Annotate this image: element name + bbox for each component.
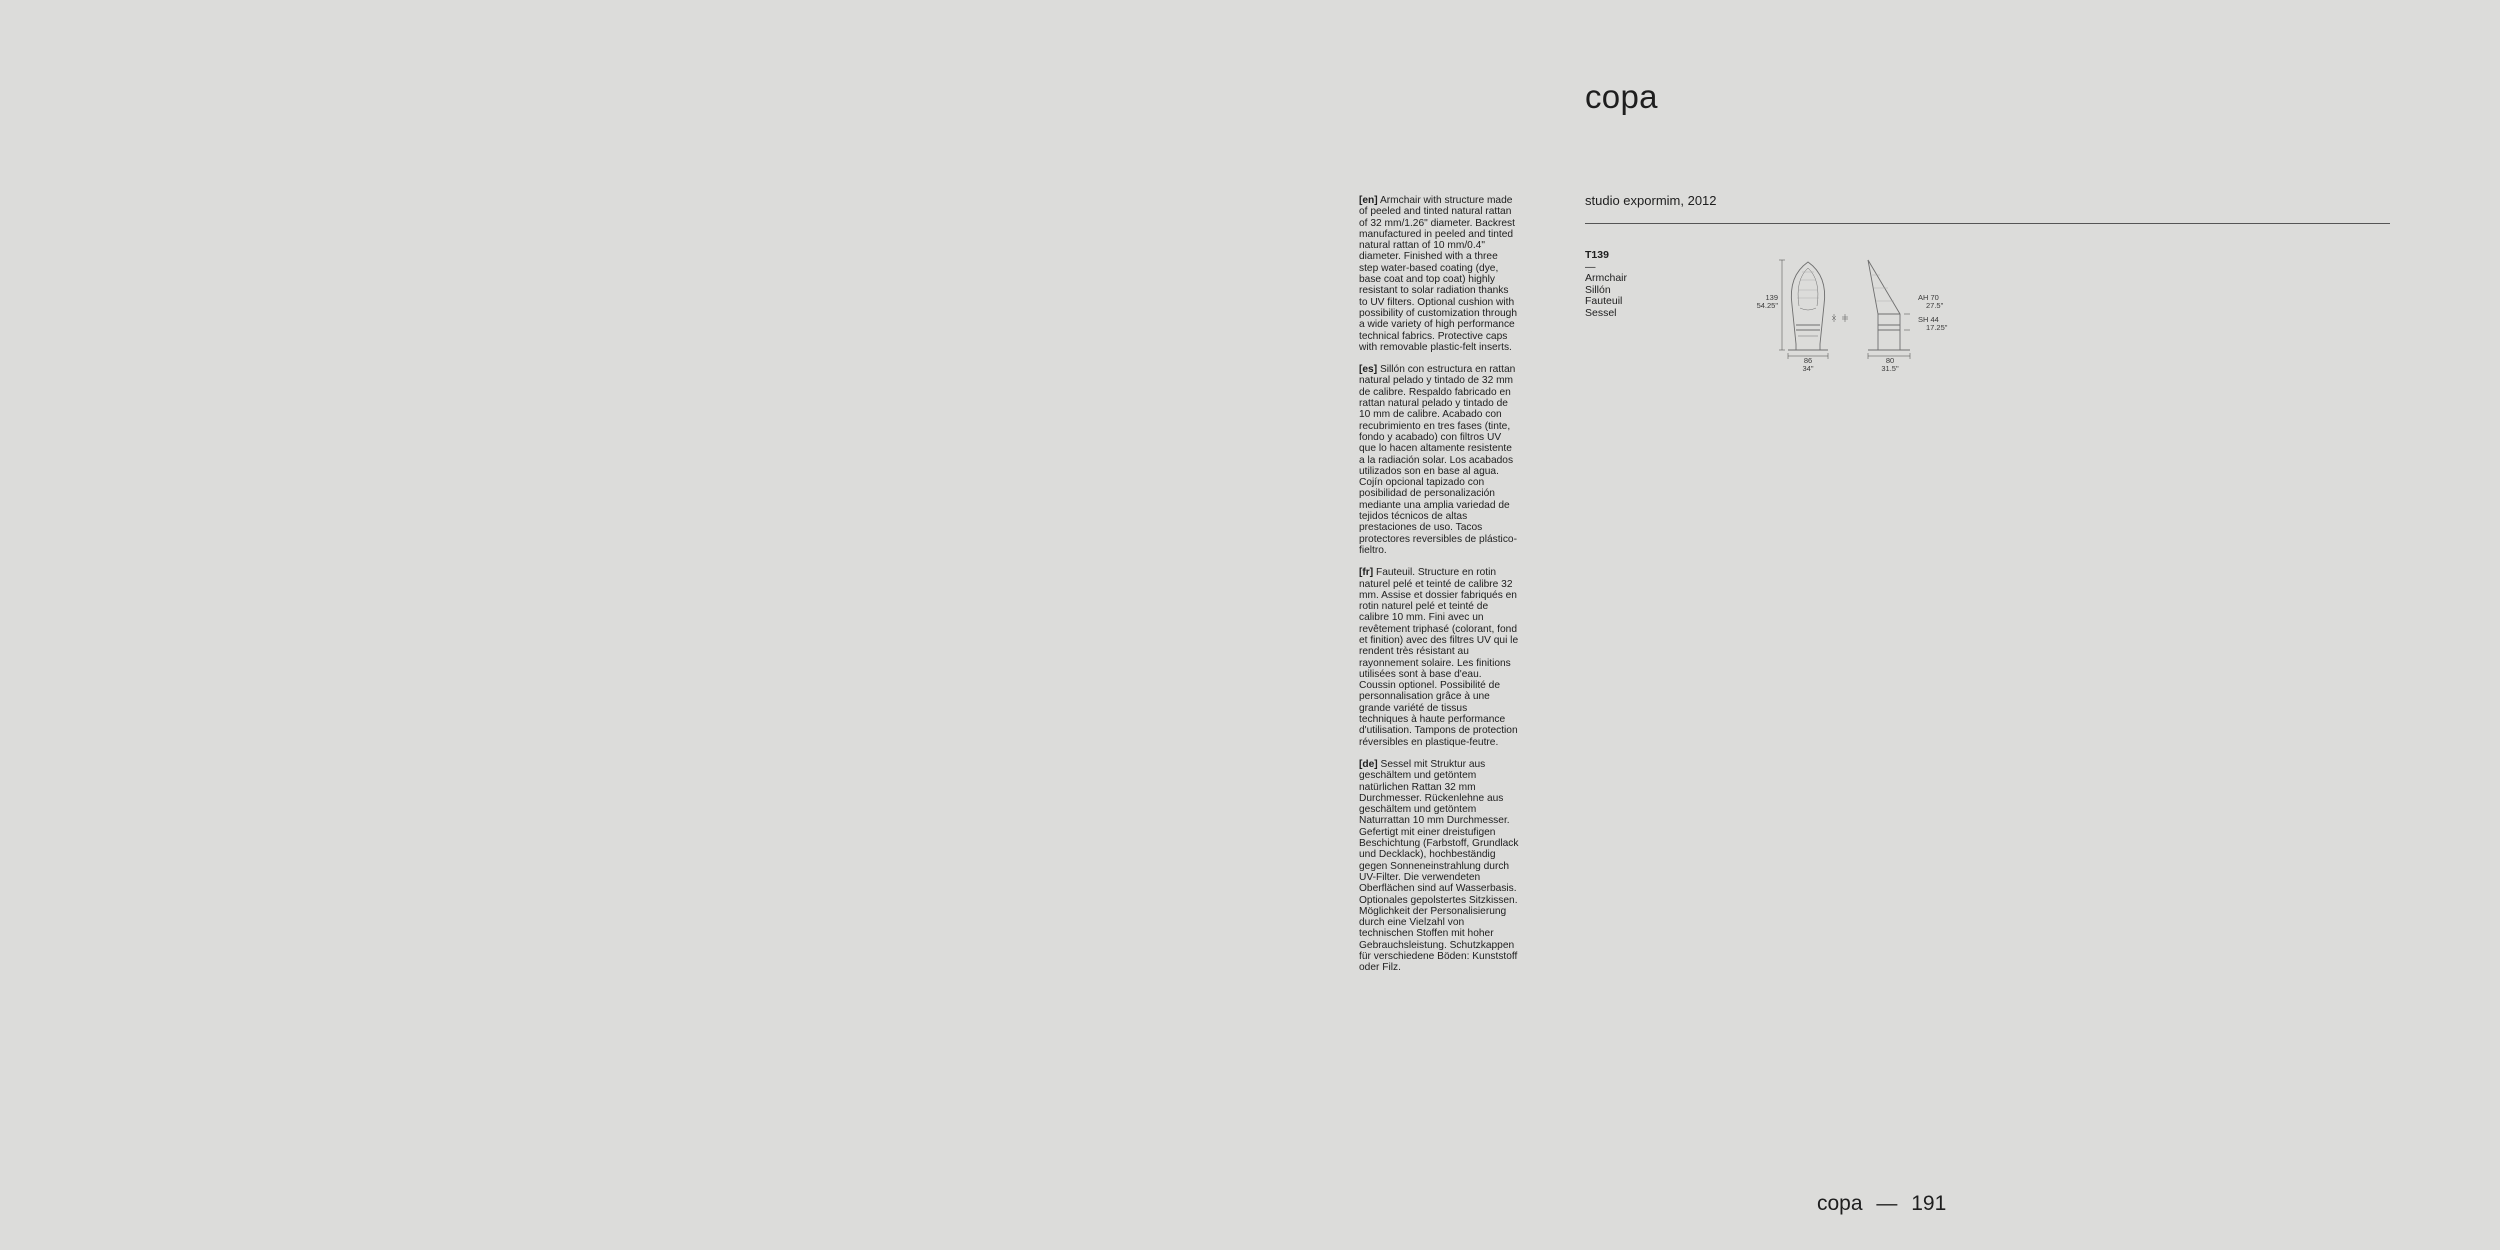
- depth-value-in: 31.5": [1881, 364, 1899, 373]
- depth-value: 80: [1885, 356, 1895, 365]
- lang-tag: [es]: [1359, 364, 1378, 376]
- description-fr: [1359, 567, 1519, 748]
- designer-credit: studio expormim, 2012: [1585, 193, 1717, 208]
- height-value-in: 54.25": [1756, 301, 1778, 310]
- footer-label: copa: [1817, 1192, 1863, 1215]
- seat-height-value-in: 17.25": [1926, 323, 1948, 332]
- description-text: Sillón con estructura en rattan natural pelado y tintado de 32 mm de calibre. Respaldo fabricado en rattan natural pelado y tintado de 10 mm de calibre. Acabado con recubrimiento en tres fases (tinte, fondo y acabado) con filtros UV que lo hacen altamente resistente a la radiación solar. Los acabados utilizados son en base al agua. Cojín opcional tapizado con posibilidad de personalización mediante una amplia variedad de tejidos técnicos de altas prestaciones de uso. Tacos protectores reversibles de plástico-fieltro.: [1359, 364, 1517, 556]
- lang-tag: [en]: [1359, 195, 1378, 206]
- description-de: [1359, 759, 1519, 974]
- lang-tag: [de]: [1359, 758, 1378, 770]
- page-footer: [1817, 1192, 1946, 1216]
- height-dimension-line: [1779, 260, 1785, 350]
- description-column: [1359, 195, 1519, 985]
- item-code: T139: [1585, 249, 1609, 261]
- width-value: 86: [1803, 356, 1813, 365]
- item-dash: —: [1585, 260, 1596, 273]
- chair-side-view: [1868, 260, 1910, 350]
- description-text: Sessel mit Struktur aus geschältem und getöntem natürlichen Rattan 32 mm Durchmesser. Rückenlehne aus geschältem und getöntem Naturrattan 10 mm Durchmesser. Gefertigt mit einer dreistufigen Beschichtung (Farbstoff, Grundlack und Decklack), hochbeständig gegen Sonneneinstrahlung durch UV-Filter. Die verwendeten Oberflächen sind auf Wasserbasis. Optionales gepolstertes Sitzkissen. Möglichkeit der Personalisierung durch eine Vielzahl von technischen Stoffen mit hoher Gebrauchsleistung. Schutzkappen für verschiedene Böden: Kunststoff oder Filz.: [1359, 758, 1519, 974]
- chair-front-view: [1788, 262, 1828, 350]
- width-value-in: 34": [1802, 364, 1814, 373]
- description-en: [1359, 195, 1519, 353]
- arm-seat-dimension-lines: [1904, 314, 1910, 330]
- footer-separator: —: [1876, 1192, 1898, 1215]
- item-info: [1585, 250, 1627, 319]
- seat-height-value: SH 44: [1918, 315, 1939, 324]
- description-es: [1359, 364, 1519, 556]
- seat-height-marker: [1832, 314, 1848, 322]
- arm-height-value-in: 27.5": [1926, 301, 1944, 310]
- lang-tag: [fr]: [1359, 567, 1374, 579]
- description-text: Fauteuil. Structure en rotin naturel pelé et teinté de calibre 32 mm. Assise et dossier fabriqués en rotin naturel pelé et teinté de calibre 10 mm. Fini avec un revêtement triphasé (colorant, fond et finition) avec des filtres UV qui le rendent très résistant au rayonnement solaire. Les finitions utilisées sont à base d'eau. Coussin optionel. Possibilité de personnalisation grâce à une grande variété de tissus techniques à haute performance d'utilisation. Tampons de protection réversibles en plastique-feutre.: [1359, 567, 1519, 748]
- page-title: copa: [1585, 78, 1658, 115]
- item-name-de: Sessel: [1585, 306, 1617, 319]
- item-name-es: Sillón: [1585, 283, 1611, 296]
- divider-line: [1585, 223, 2390, 224]
- item-name-en: Armchair: [1585, 272, 1628, 284]
- item-name-fr: Fauteuil: [1585, 295, 1623, 307]
- description-text: Armchair with structure made of peeled and tinted natural rattan of 32 mm/1.26" diameter. Backrest manufactured in peeled and tinted natural rattan of 10 mm/0.4" diameter. Finished with a three step water-based coating (dye, base coat and top coat) highly resistant to solar radiation thanks to UV filters. Optional cushion with possibility of customization through a wide variety of high performance technical fabrics. Protective caps with removable plastic-felt inserts.: [1359, 195, 1517, 353]
- dimension-drawing: [1750, 250, 1980, 375]
- height-value: 139: [1765, 293, 1778, 302]
- front-view-hatching: [1797, 272, 1819, 298]
- arm-height-value: AH 70: [1918, 293, 1939, 302]
- page-number: 191: [1911, 1192, 1947, 1215]
